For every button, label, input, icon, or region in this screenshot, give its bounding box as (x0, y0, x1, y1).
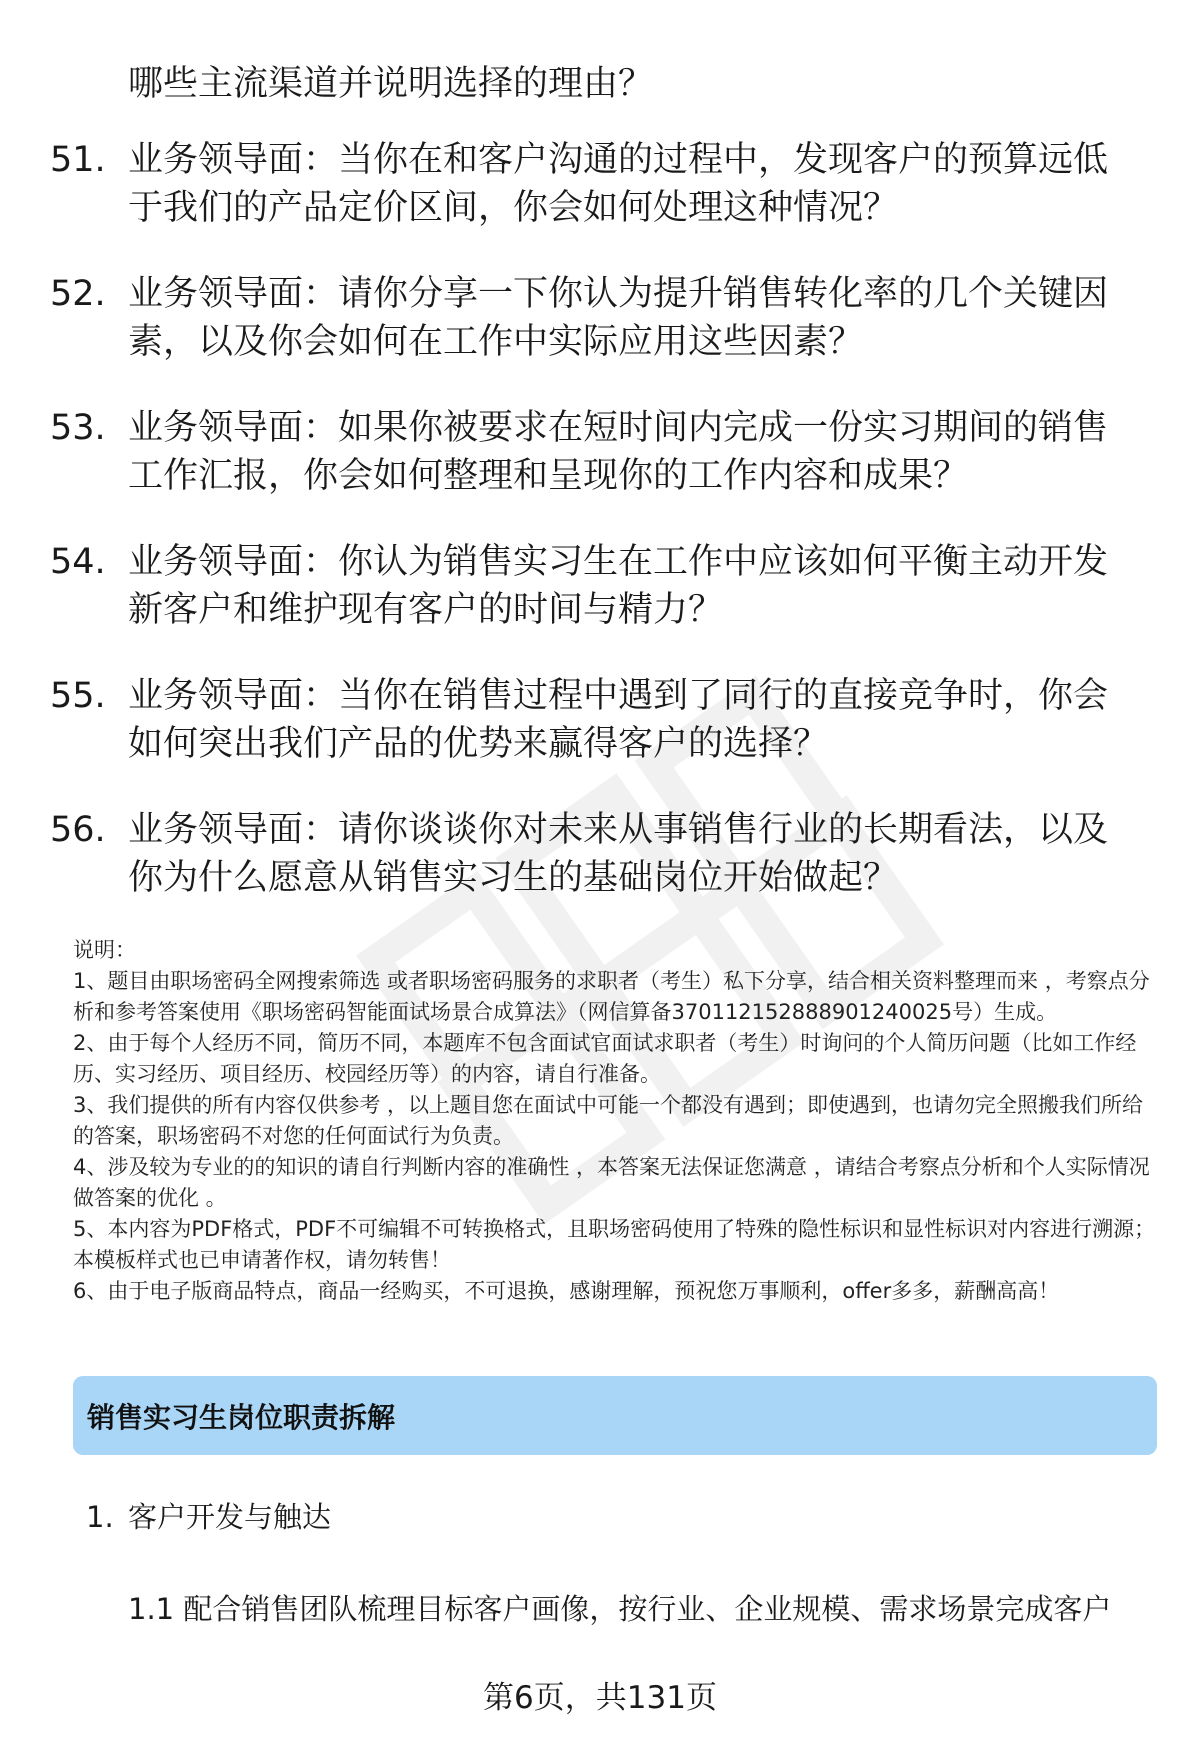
question-number: 56. (50, 810, 106, 850)
question-text: 业务领导面：当你在和客户沟通的过程中，发现客户的预算远低于我们的产品定价区间，你会如何处理这种情况？ (128, 140, 1109, 228)
section-header (73, 1376, 1157, 1455)
question-list (50, 136, 1160, 940)
note-item: 4、涉及较为专业的的知识的请自行判断内容的准确性 ，本答案无法保证您满意 ，请结合考察点分析和个人实际情况做答案的优化 。 (73, 1155, 1150, 1210)
question-item (50, 404, 1160, 500)
duty-list-item (86, 1496, 331, 1538)
question-number: 53. (50, 408, 106, 448)
question-text: 业务领导面：当你在销售过程中遇到了同行的直接竞争时，你会如何突出我们产品的优势来赢得客户的选择？ (128, 676, 1109, 764)
question-number: 51. (50, 140, 106, 180)
question-item (50, 538, 1160, 634)
question-item (50, 672, 1160, 768)
note-item: 3、我们提供的所有内容仅供参考 ，以上题目您在面试中可能一个都没有遇到；即使遇到，也请勿完全照搬我们所给的答案，职场密码不对您的任何面试行为负责。 (73, 1093, 1144, 1148)
question-text: 业务领导面：请你谈谈你对未来从事销售行业的长期看法，以及你为什么愿意从销售实习生的基础岗位开始做起？ (128, 810, 1109, 898)
page-footer: 第6页，共131页 (483, 1680, 717, 1716)
note-item: 5、本内容为PDF格式，PDF不可编辑不可转换格式，且职场密码使用了特殊的隐性标识和显性标识对内容进行溯源；本模板样式也已申请著作权，请勿转售！ (73, 1217, 1156, 1272)
question-item (50, 270, 1160, 366)
question-continuation: 哪些主流渠道并说明选择的理由？ (128, 64, 654, 104)
question-item (50, 806, 1160, 902)
question-text: 业务领导面：请你分享一下你认为提升销售转化率的几个关键因素，以及你会如何在工作中实际应用这些因素？ (128, 274, 1109, 362)
question-number: 55. (50, 676, 106, 716)
note-item: 1、题目由职场密码全网搜索筛选 或者职场密码服务的求职者（考生）私下分享，结合相关资料整理而来 ，考察点分析和参考答案使用《职场密码智能面试场景合成算法》（网信算备370112152888901240025号）生成。 (73, 969, 1150, 1024)
duty-label: 客户开发与触达 (128, 1500, 332, 1534)
question-text: 业务领导面：你认为销售实习生在工作中应该如何平衡主动开发新客户和维护现有客户的时间与精力？ (128, 542, 1109, 630)
question-item (50, 136, 1160, 232)
duty-number: 1. (86, 1500, 114, 1534)
section-title: 销售实习生岗位职责拆解 (87, 1400, 396, 1434)
notes-heading: 说明： (73, 938, 136, 962)
question-text: 业务领导面：如果你被要求在短时间内完成一份实习期间的销售工作汇报，你会如何整理和呈现你的工作内容和成果？ (128, 408, 1109, 496)
duty-sub-item: 1.1 配合销售团队梳理目标客户画像，按行业、企业规模、需求场景完成客户 (128, 1592, 1112, 1626)
question-number: 52. (50, 274, 106, 314)
note-item: 2、由于每个人经历不同，简历不同，本题库不包含面试官面试求职者（考生）时询问的个人简历问题（比如工作经历、实习经历、项目经历、校园经历等）的内容，请自行准备。 (73, 1031, 1137, 1086)
notes-block (73, 935, 1163, 1307)
note-item: 6、由于电子版商品特点，商品一经购买，不可退换，感谢理解，预祝您万事顺利，offer多多，薪酬高高！ (73, 1279, 1060, 1303)
question-number: 54. (50, 542, 106, 582)
